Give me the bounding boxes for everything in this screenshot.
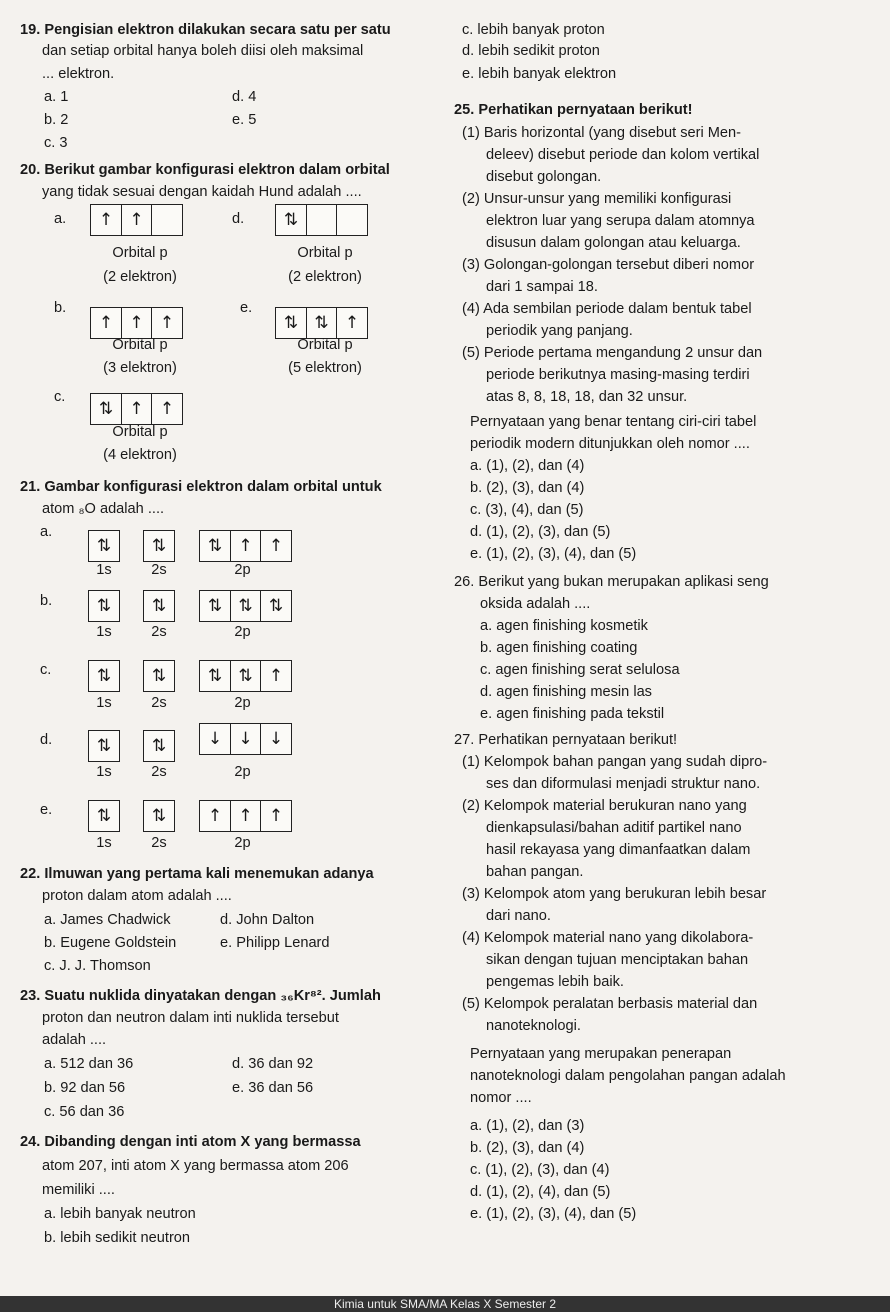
q21-c-1s [88, 660, 120, 692]
orbital-box: ⇅ [143, 800, 175, 832]
q20-d-label: Orbital p [297, 245, 353, 261]
q19-opt-d: d. 4 [232, 89, 257, 105]
q26-opt-e: e. agen finishing pada tekstil [480, 706, 665, 722]
q27-s2: (2) Kelompok material berukuran nano yang [462, 798, 747, 814]
q26-opt-a: a. agen finishing kosmetik [480, 618, 648, 634]
orbital-box: ⇅ [143, 660, 175, 692]
q27-s2d: bahan pangan. [486, 864, 584, 880]
q21-a-2p [199, 530, 292, 562]
orbital-box: ↑ [260, 530, 292, 562]
q20-c-orbital [90, 393, 183, 425]
orbital-box: ↑ [121, 393, 153, 425]
label-1s: 1s [96, 695, 112, 711]
label-2s: 2s [151, 562, 167, 578]
orbital-box: ⇅ [143, 730, 175, 762]
label-2s: 2s [151, 835, 167, 851]
q26-opt-b: b. agen finishing coating [480, 640, 638, 656]
orbital-box: ↓ [230, 723, 262, 755]
q25-question: Pernyataan yang benar tentang ciri-ciri tabel [470, 414, 757, 430]
q22-opt-e: e. Philipp Lenard [220, 935, 330, 951]
q25-s2: (2) Unsur-unsur yang memiliki konfigurasi [462, 191, 732, 207]
q27-opt-e: e. (1), (2), (3), (4), dan (5) [470, 1206, 637, 1222]
q20-c-label: Orbital p [112, 424, 168, 440]
q19-opt-c: c. 3 [44, 135, 68, 151]
orbital-box: ↑ [90, 204, 122, 236]
q27-opt-b: b. (2), (3), dan (4) [470, 1140, 585, 1156]
q27-s4b: sikan dengan tujuan menciptakan bahan [486, 952, 749, 968]
q21-e-2s [143, 800, 175, 832]
q25-s1c: disebut golongan. [486, 169, 602, 185]
q21-e-1s [88, 800, 120, 832]
label-2p: 2p [234, 695, 251, 711]
q21-b-1s [88, 590, 120, 622]
q26-opt-d: d. agen finishing mesin las [480, 684, 652, 700]
q27-opt-c: c. (1), (2), (3), dan (4) [470, 1162, 610, 1178]
q20-a-count: (2 elektron) [103, 269, 177, 285]
q20-e-count: (5 elektron) [288, 360, 362, 376]
q27-s4c: pengemas lebih baik. [486, 974, 624, 990]
q21-e-2p [199, 800, 292, 832]
q20-a-label: Orbital p [112, 245, 168, 261]
orbital-box: ↑ [260, 800, 292, 832]
q27-question2: nanoteknologi dalam pengolahan pangan adalah [470, 1068, 786, 1084]
q19-title: 19. Pengisian elektron dilakukan secara satu per satu [20, 22, 391, 38]
q23-opt-a: a. 512 dan 36 [44, 1056, 134, 1072]
q20-c-letter: c. [54, 389, 66, 405]
q20-b-letter: b. [54, 300, 67, 316]
q22-title: 22. Ilmuwan yang pertama kali menemukan adanya [20, 866, 374, 882]
q25-opt-a: a. (1), (2), dan (4) [470, 458, 585, 474]
q25-title: 25. Perhatikan pernyataan berikut! [454, 102, 693, 118]
q25-s3: (3) Golongan-golongan tersebut diberi nomor [462, 257, 755, 273]
orbital-box: ↑ [121, 204, 153, 236]
orbital-box: ⇅ [306, 307, 338, 339]
q27-opt-a: a. (1), (2), dan (3) [470, 1118, 585, 1134]
q23-opt-d: d. 36 dan 92 [232, 1056, 314, 1072]
q27-s5b: nanoteknologi. [486, 1018, 581, 1034]
q20-b-label: Orbital p [112, 337, 168, 353]
q22-opt-b: b. Eugene Goldstein [44, 935, 177, 951]
q21-d-letter: d. [40, 732, 53, 748]
q21-b-2p [199, 590, 292, 622]
q25-s2c: disusun dalam golongan atau keluarga. [486, 235, 741, 251]
q19-opt-d: d. lebih sedikit proton [462, 43, 600, 59]
orbital-box: ↑ [336, 307, 368, 339]
label-2p: 2p [234, 835, 251, 851]
label-2p: 2p [234, 562, 251, 578]
orbital-box: ↑ [260, 660, 292, 692]
q24-line2: atom 207, inti atom X yang bermassa atom 206 [42, 1158, 349, 1174]
q27-opt-d: d. (1), (2), (4), dan (5) [470, 1184, 611, 1200]
label-1s: 1s [96, 764, 112, 780]
q19-line2: dan setiap orbital hanya boleh diisi oleh maksimal [42, 43, 364, 59]
q25-question2: periodik modern ditunjukkan oleh nomor .... [470, 436, 750, 452]
q21-e-letter: e. [40, 802, 53, 818]
q21-c-letter: c. [40, 662, 52, 678]
orbital-box: ⇅ [88, 730, 120, 762]
q21-a-1s [88, 530, 120, 562]
q21-d-2s [143, 730, 175, 762]
q19-opt-e: e. 5 [232, 112, 257, 128]
q20-title: 20. Berikut gambar konfigurasi elektron dalam orbital [20, 162, 390, 178]
q20-b-orbital [90, 307, 183, 339]
q19-opt-c: c. lebih banyak proton [462, 22, 605, 38]
orbital-box: ↑ [151, 307, 183, 339]
q22-opt-a: a. James Chadwick [44, 912, 171, 928]
q21-line2: atom ₈O adalah .... [42, 501, 165, 517]
label-1s: 1s [96, 562, 112, 578]
q25-opt-b: b. (2), (3), dan (4) [470, 480, 585, 496]
q20-d-count: (2 elektron) [288, 269, 362, 285]
orbital-box: ⇅ [230, 660, 262, 692]
orbital-box: ⇅ [143, 590, 175, 622]
orbital-box: ↑ [199, 800, 231, 832]
q25-s4b: periodik yang panjang. [486, 323, 633, 339]
q23-line3: adalah .... [42, 1032, 107, 1048]
q24-title: 24. Dibanding dengan inti atom X yang bermassa [20, 1134, 361, 1150]
q20-line2: yang tidak sesuai dengan kaidah Hund adalah .... [42, 184, 362, 200]
orbital-box: ↑ [230, 530, 262, 562]
q21-b-letter: b. [40, 593, 53, 609]
q19-opt-e: e. lebih banyak elektron [462, 66, 617, 82]
orbital-box: ⇅ [275, 204, 307, 236]
label-2p: 2p [234, 624, 251, 640]
q21-a-letter: a. [40, 524, 53, 540]
q27-s2b: dienkapsulasi/bahan aditif partikel nano [486, 820, 742, 836]
q25-s1b: deleev) disebut periode dan kolom vertikal [486, 147, 760, 163]
q21-d-1s [88, 730, 120, 762]
orbital-box: ⇅ [143, 530, 175, 562]
q20-e-orbital [275, 307, 368, 339]
orbital-box: ↑ [151, 393, 183, 425]
q21-title: 21. Gambar konfigurasi elektron dalam orbital untuk [20, 479, 382, 495]
q23-opt-e: e. 36 dan 56 [232, 1080, 314, 1096]
orbital-box: ↓ [199, 723, 231, 755]
q21-b-2s [143, 590, 175, 622]
orbital-box: ↑ [121, 307, 153, 339]
orbital-box: ⇅ [199, 530, 231, 562]
q23-title: 23. Suatu nuklida dinyatakan dengan ₃₆Kr⁸². Jumlah [20, 988, 381, 1004]
q25-s5: (5) Periode pertama mengandung 2 unsur dan [462, 345, 763, 361]
orbital-box: ⇅ [199, 590, 231, 622]
q25-s5b: periode berikutnya masing-masing terdiri [486, 367, 750, 383]
q20-a-orbital [90, 204, 183, 236]
orbital-box: ⇅ [88, 660, 120, 692]
q24-opt-b: b. lebih sedikit neutron [44, 1230, 191, 1246]
q25-s4: (4) Ada sembilan periode dalam bentuk tabel [462, 301, 752, 317]
q20-c-count: (4 elektron) [103, 447, 177, 463]
q23-line2: proton dan neutron dalam inti nuklida tersebut [42, 1010, 339, 1026]
q22-opt-c: c. J. J. Thomson [44, 958, 151, 974]
q27-s1: (1) Kelompok bahan pangan yang sudah dipro- [462, 754, 768, 770]
q20-e-letter: e. [240, 300, 253, 316]
q25-s5c: atas 8, 8, 18, 18, dan 32 unsur. [486, 389, 688, 405]
q21-a-2s [143, 530, 175, 562]
q27-s2c: hasil rekayasa yang dimanfaatkan dalam [486, 842, 751, 858]
orbital-box: ↑ [230, 800, 262, 832]
q27-s5: (5) Kelompok peralatan berbasis material dan [462, 996, 758, 1012]
label-1s: 1s [96, 624, 112, 640]
q25-s2b: elektron luar yang serupa dalam atomnya [486, 213, 755, 229]
q23-opt-c: c. 56 dan 36 [44, 1104, 125, 1120]
label-2p: 2p [234, 764, 251, 780]
q19-opt-a: a. 1 [44, 89, 69, 105]
q21-c-2p [199, 660, 292, 692]
q24-opt-a: a. lebih banyak neutron [44, 1206, 196, 1222]
orbital-box: ⇅ [90, 393, 122, 425]
orbital-box: ⇅ [199, 660, 231, 692]
q25-opt-c: c. (3), (4), dan (5) [470, 502, 584, 518]
q26-title: 26. Berikut yang bukan merupakan aplikasi seng [454, 574, 769, 590]
label-2s: 2s [151, 764, 167, 780]
orbital-box [306, 204, 338, 236]
orbital-box [151, 204, 183, 236]
q26-line2: oksida adalah .... [480, 596, 591, 612]
orbital-box: ⇅ [230, 590, 262, 622]
label-1s: 1s [96, 835, 112, 851]
q20-e-label: Orbital p [297, 337, 353, 353]
orbital-box: ⇅ [88, 800, 120, 832]
q27-s4: (4) Kelompok material nano yang dikolabora- [462, 930, 754, 946]
orbital-box: ⇅ [275, 307, 307, 339]
orbital-box: ⇅ [88, 590, 120, 622]
q20-a-letter: a. [54, 211, 67, 227]
q27-question: Pernyataan yang merupakan penerapan [470, 1046, 732, 1062]
q20-d-letter: d. [232, 211, 245, 227]
label-2s: 2s [151, 695, 167, 711]
q23-opt-b: b. 92 dan 56 [44, 1080, 126, 1096]
q27-title: 27. Perhatikan pernyataan berikut! [454, 732, 678, 748]
orbital-box: ↑ [90, 307, 122, 339]
q27-question3: nomor .... [470, 1090, 532, 1106]
q25-s3b: dari 1 sampai 18. [486, 279, 598, 295]
q25-opt-e: e. (1), (2), (3), (4), dan (5) [470, 546, 637, 562]
orbital-box: ⇅ [260, 590, 292, 622]
q19-opt-b: b. 2 [44, 112, 69, 128]
q19-line3: ... elektron. [42, 66, 115, 82]
q26-opt-c: c. agen finishing serat selulosa [480, 662, 680, 678]
q27-s3b: dari nano. [486, 908, 551, 924]
q22-line2: proton dalam atom adalah .... [42, 888, 232, 904]
orbital-box: ⇅ [88, 530, 120, 562]
orbital-box [336, 204, 368, 236]
q25-s1: (1) Baris horizontal (yang disebut seri Men- [462, 125, 742, 141]
label-2s: 2s [151, 624, 167, 640]
page-footer: Kimia untuk SMA/MA Kelas X Semester 2 [0, 1296, 890, 1312]
q24-line3: memiliki .... [42, 1182, 115, 1198]
q27-s3: (3) Kelompok atom yang berukuran lebih besar [462, 886, 767, 902]
q21-d-2p [199, 723, 292, 755]
orbital-box: ↓ [260, 723, 292, 755]
q20-d-orbital [275, 204, 368, 236]
q22-opt-d: d. John Dalton [220, 912, 315, 928]
q27-s1b: ses dan diformulasi menjadi struktur nano. [486, 776, 761, 792]
q20-b-count: (3 elektron) [103, 360, 177, 376]
q21-c-2s [143, 660, 175, 692]
q25-opt-d: d. (1), (2), (3), dan (5) [470, 524, 611, 540]
